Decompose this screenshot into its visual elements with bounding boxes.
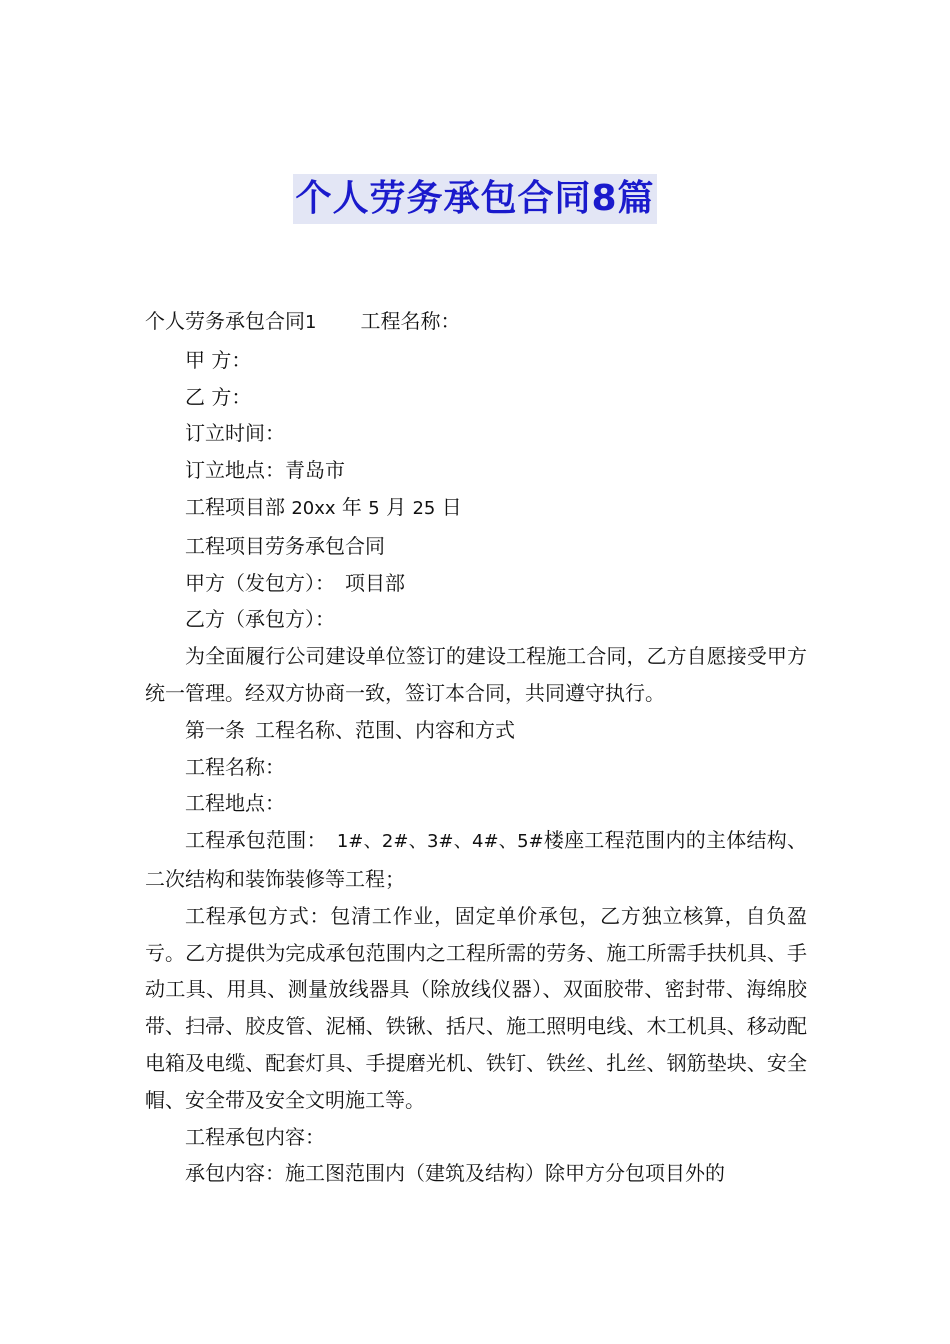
signed-time-line: 订立时间： bbox=[185, 421, 285, 446]
date-day: 25 bbox=[412, 497, 436, 519]
party-b-full-line: 乙方（承包方）： bbox=[185, 607, 335, 632]
heading-line bbox=[145, 303, 807, 342]
article-1-number: 第一条 bbox=[185, 717, 245, 742]
signed-place-line: 订立地点：青岛市 bbox=[185, 458, 345, 483]
content-paragraph: 承包内容：施工图范围内（建筑及结构）除甲方分包项目外的 bbox=[185, 1161, 725, 1186]
project-dept-date-line bbox=[145, 489, 807, 528]
document-title: 个人劳务承包合同8篇 bbox=[293, 174, 656, 224]
scope-buildings: 1#、2#、3#、4#、5# bbox=[336, 831, 544, 853]
project-site-line: 工程地点： bbox=[185, 791, 285, 816]
date-year: 20xx bbox=[291, 497, 336, 519]
contract-series-title: 个人劳务承包合同 bbox=[145, 309, 305, 333]
content-label-line: 工程承包内容： bbox=[185, 1124, 325, 1149]
contract-series-number: 1 bbox=[305, 312, 317, 333]
document-body bbox=[145, 303, 807, 1192]
scope-text: 楼座工程范围内的主体结构、二次结构和装饰装修等工程； bbox=[145, 828, 808, 891]
project-dept-label: 工程项目部 bbox=[185, 494, 292, 519]
title-container bbox=[0, 174, 950, 224]
date-year-suffix: 年 bbox=[335, 494, 369, 519]
article-1-title: 工程名称、范围、内容和方式 bbox=[255, 717, 515, 742]
project-name-line: 工程名称： bbox=[185, 754, 285, 779]
intro-paragraph: 为全面履行公司建设单位签订的建设工程施工合同，乙方自愿接受甲方统一管理。经双方协商一致，签订本合同，共同遵守执行。 bbox=[145, 644, 807, 705]
date-month: 5 bbox=[368, 497, 380, 519]
article-1-heading bbox=[145, 712, 807, 749]
method-paragraph: 工程承包方式：包清工作业，固定单价承包，乙方独立核算，自负盈亏。乙方提供为完成承包范围内之工程所需的劳务、施工所需手扶机具、手动工具、用具、测量放线器具（除放线仪器）、双面胶带、密封带、海绵胶带、扫帚、胶皮管、泥桶、铁锹、括尺、施工照明电线、木工机具、移动配电箱及电缆、配套灯具、手提磨光机、铁钉、铁丝、扎丝、钢筋垫块、安全帽、安全带及安全文明施工等。 bbox=[145, 903, 807, 1112]
date-month-suffix: 月 bbox=[379, 494, 413, 519]
project-name-heading: 工程名称： bbox=[360, 309, 461, 333]
party-a-full-value: 项目部 bbox=[345, 570, 405, 595]
scope-label: 工程承包范围： bbox=[185, 828, 327, 853]
party-a-line: 甲 方： bbox=[185, 347, 252, 372]
scope-paragraph bbox=[145, 822, 807, 898]
party-a-full-line bbox=[145, 565, 807, 602]
party-b-line: 乙 方： bbox=[185, 384, 252, 409]
contract-name-line: 工程项目劳务承包合同 bbox=[185, 533, 385, 558]
date-day-suffix: 日 bbox=[435, 494, 462, 519]
party-a-full-label: 甲方（发包方）： bbox=[185, 570, 335, 595]
